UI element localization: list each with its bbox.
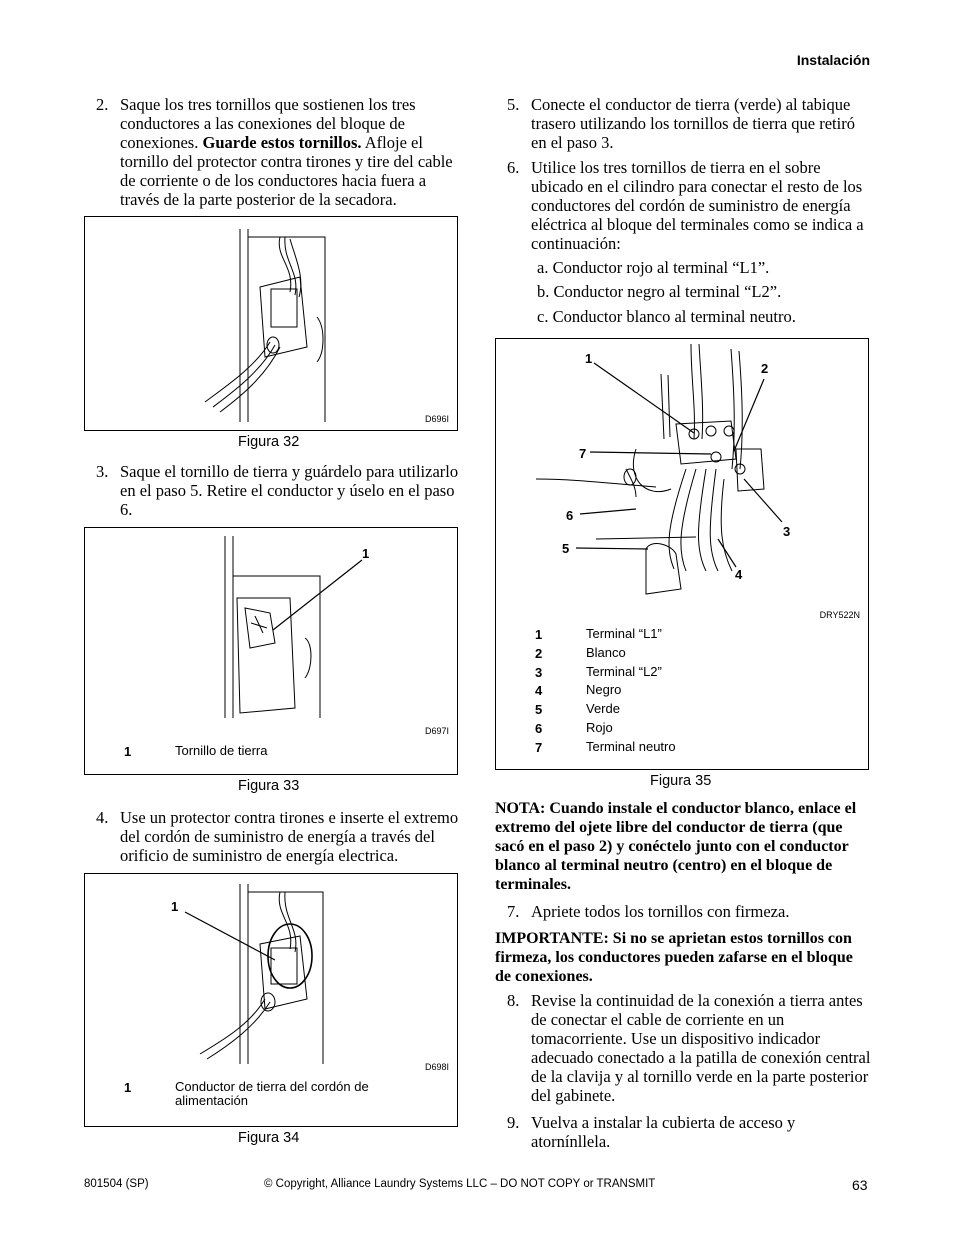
importante-paragraph: IMPORTANTE: Si no se aprietan estos tornillos con firmeza, los conductores pueden zafarse en el bloque de conexiones. — [495, 930, 853, 985]
step-text — [120, 95, 461, 209]
substep-a: a. Conductor rojo al terminal “L1”. — [537, 258, 770, 277]
figure-id: D698I — [424, 1062, 449, 1072]
legend-number: 6 — [535, 721, 543, 736]
legend-number: 1 — [535, 627, 543, 642]
figure-33-illustration — [85, 528, 457, 774]
substep-b: b. Conductor negro al terminal “L2”. — [537, 282, 782, 301]
leader-line — [185, 912, 275, 960]
copyright-notice: © Copyright, Alliance Laundry Systems LLC – DO NOT COPY or TRANSMIT — [264, 1178, 656, 1190]
step-number: 3. — [96, 462, 109, 481]
legend-number: 7 — [535, 740, 543, 755]
legend-number: 1 — [124, 744, 132, 759]
step-text: Conecte el conductor de tierra (verde) al tabique trasero utilizando los tornillos de tierra que retiró en el paso 3. — [531, 95, 855, 152]
step-5 — [507, 95, 872, 155]
step-text: Saque el tornillo de tierra y guárdelo para utilizarlo en el paso 5. Retire el conductor y úselo en el paso 6. — [120, 462, 459, 519]
substep-c: c. Conductor blanco al terminal neutro. — [537, 307, 796, 326]
step-text: Revise la continuidad de la conexión a tierra antes de conectar el cable de corriente en un tomacorriente. Use un dispositivo indicador adecuado conectado a la patilla de conexión central de la clavija y al tornillo verde en la parte posterior del gabinete. — [531, 991, 871, 1105]
step-number: 4. — [96, 808, 109, 827]
figure-35-caption: Figura 35 — [650, 773, 712, 789]
figure-id: D696I — [424, 414, 449, 424]
page-number: 63 — [852, 1177, 868, 1193]
callout-2: 2 — [761, 361, 769, 376]
legend-number: 2 — [535, 646, 543, 661]
step-2 — [96, 95, 461, 211]
figure-32-caption: Figura 32 — [238, 434, 300, 450]
step-text: Utilice los tres tornillos de tierra en el sobre ubicado en el cilindro para conectar el resto de los conductores del cordón de suministro de energía eléctrica al bloque del terminales como se indica a continuación: — [531, 158, 864, 253]
legend-text: Terminal “L2” — [586, 664, 662, 679]
step-text: Apriete todos los tornillos con firmeza. — [531, 902, 790, 921]
callout-6: 6 — [566, 508, 574, 523]
legend-text: Blanco — [586, 645, 626, 660]
document-number: 801504 (SP) — [84, 1178, 149, 1190]
step-text-part: Afloje el tornillo del protector contra tirones y tire del cable de corriente o de los conductores hacia fuera a través de la parte posterior de la secadora. — [120, 133, 453, 209]
callout-1: 1 — [362, 546, 370, 561]
figure-32-box — [84, 216, 458, 431]
step-text-part: Saque los tres tornillos que sostienen los tres conductores a las conexiones del bloque de conexiones. — [120, 95, 416, 152]
step-text-bold: Guarde estos tornillos. — [202, 133, 362, 152]
nota-paragraph: NOTA: Cuando instale el conductor blanco, enlace el extremo del ojete libre del conductor de tierra (que sacó en el paso 2) y conéctelo junto con el conductor blanco al terminal neutro (centro) en el bloque de terminales. — [495, 800, 857, 893]
step-number: 8. — [507, 991, 520, 1010]
step-8 — [507, 991, 872, 1109]
figure-35-box — [495, 338, 869, 770]
legend-text: Terminal neutro — [586, 739, 676, 754]
step-number: 9. — [507, 1113, 520, 1132]
step-6 — [507, 158, 872, 256]
legend-number: 5 — [535, 702, 543, 717]
figure-34-caption: Figura 34 — [238, 1130, 300, 1146]
legend-number: 1 — [124, 1080, 132, 1095]
figure-32-illustration — [85, 217, 457, 430]
legend-number: 3 — [535, 665, 543, 680]
legend-text: Terminal “L1” — [586, 626, 662, 641]
figure-35-illustration — [496, 339, 868, 769]
step-text: Use un protector contra tirones e inserte el extremo del cordón de suministro de energía a través del orificio de suministro de energía electrica. — [120, 808, 459, 865]
callout-4: 4 — [735, 567, 743, 582]
step-4 — [96, 808, 461, 868]
step-number: 7. — [507, 902, 520, 921]
leader-line — [273, 560, 362, 630]
figure-id: D697I — [424, 726, 449, 736]
step-number: 5. — [507, 95, 520, 114]
step-7 — [507, 902, 872, 924]
callout-5: 5 — [562, 541, 570, 556]
callout-3: 3 — [783, 524, 791, 539]
figure-id: DRY522N — [819, 610, 860, 620]
legend-text: Tornillo de tierra — [175, 743, 268, 758]
figure-33-caption: Figura 33 — [238, 778, 300, 794]
legend-text: Negro — [586, 682, 622, 697]
legend-text: Rojo — [586, 720, 613, 735]
step-text: Vuelva a instalar la cubierta de acceso y atornínllela. — [531, 1113, 796, 1151]
callout-7: 7 — [579, 446, 587, 461]
leader-lines — [576, 363, 782, 567]
step-number: 2. — [96, 95, 109, 114]
figure-34-box — [84, 873, 458, 1127]
legend-text: Conductor de tierra del cordón de alimentación — [175, 1079, 369, 1108]
legend-text: Verde — [586, 701, 620, 716]
legend-number: 4 — [535, 683, 543, 698]
callout-1: 1 — [585, 351, 593, 366]
figure-33-box — [84, 527, 458, 775]
section-header: Instalación — [796, 52, 870, 68]
step-9 — [507, 1113, 872, 1151]
callout-1: 1 — [171, 899, 179, 914]
step-number: 6. — [507, 158, 520, 177]
step-3 — [96, 462, 461, 522]
